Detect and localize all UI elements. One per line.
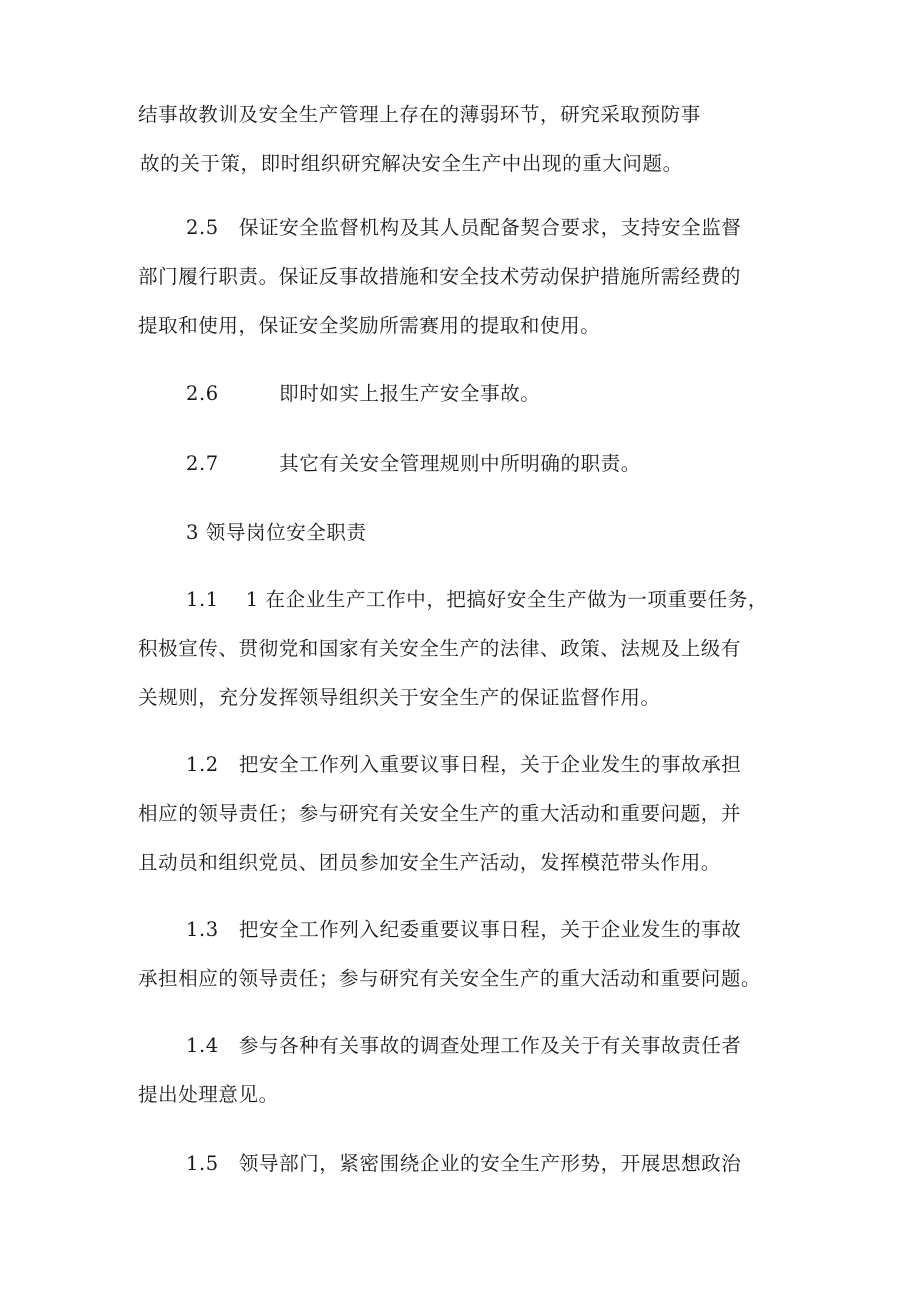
text-line: 提出处理意见。: [138, 1083, 279, 1106]
section-2-7-line: 2.7 其它有关安全管理规则中所明确的职责。: [186, 452, 641, 475]
text-line: 结事故教训及安全生产管理上存在的薄弱环节，研究采取预防事: [138, 103, 701, 126]
section-1-1-line: 1.1 1 在企业生产工作中，把搞好安全生产做为一项重要任务，: [186, 588, 769, 611]
text-line: 关规则，充分发挥领导组织关于安全生产的保证监督作用。: [138, 686, 661, 709]
section-1-4-line: 1.4 参与各种有关事故的调查处理工作及关于有关事故责任者: [186, 1034, 742, 1057]
text-line: 积极宣传、贯彻党和国家有关安全生产的法律、政策、法规及上级有: [138, 637, 742, 660]
text-line: 承担相应的领导责任；参与研究有关安全生产的重大活动和重要问题。: [138, 967, 762, 990]
section-2-5-line: 2.5 保证安全监督机构及其人员配备契合要求，支持安全监督: [186, 216, 742, 239]
section-1-2-line: 1.2 把安全工作列入重要议事日程，关于企业发生的事故承担: [186, 753, 742, 776]
section-1-3-line: 1.3 把安全工作列入纪委重要议事日程，关于企业发生的事故: [186, 918, 742, 941]
text-line: 故的关于策，即时组织研究解决安全生产中出现的重大问题。: [140, 152, 683, 175]
text-line: 提取和使用，保证安全奖励所需赛用的提取和使用。: [138, 314, 601, 337]
text-line: 相应的领导责任；参与研究有关安全生产的重大活动和重要问题，并: [138, 802, 742, 825]
text-line: 部门履行职责。保证反事故措施和安全技术劳动保护措施所需经费的: [138, 265, 742, 288]
section-1-5-line: 1.5 领导部门，紧密围绕企业的安全生产形势，开展思想政治: [186, 1152, 742, 1175]
section-2-6-line: 2.6 即时如实上报生产安全事故。: [186, 382, 541, 405]
text-line: 且动员和组织党员、团员参加安全生产活动，发挥模范带头作用。: [138, 851, 721, 874]
section-heading: 3 领导岗位安全职责: [186, 521, 367, 544]
